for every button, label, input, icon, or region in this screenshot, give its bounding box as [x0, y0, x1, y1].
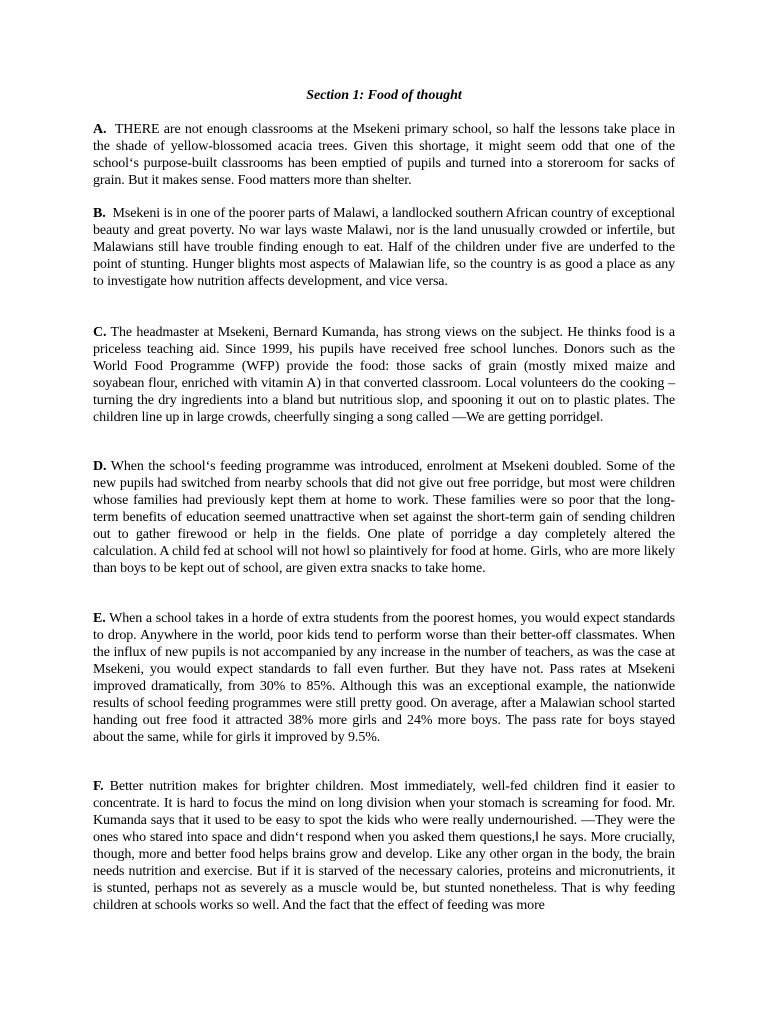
section-title: Section 1: Food of thought [306, 88, 462, 103]
paragraph-d-text: When the school‘s feeding programme was introduced, enrolment at Msekeni doubled. Some of the new pupils had switched from nearby schools that did not give out free porridge, but most were children whose families had previously kept them at home to work. These families were so poor that the long-term benefits of education seemed unattractive when set against the short-term gain of sending children out to gather firewood or help in the fields. One plate of porridge a day completely altered the calculation. A child fed at school will not howl so plaintively for food at home. Girls, who are more likely than boys to be kept out of school, are given extra snacks to take home. [93, 459, 675, 576]
paragraph-e-letter: E. [93, 611, 106, 626]
paragraph-f [93, 778, 675, 914]
paragraph-f-letter: F. [93, 779, 104, 794]
paragraph-d [93, 458, 675, 577]
paragraph-a-text: THERE are not enough classrooms at the Msekeni primary school, so half the lessons take place in the shade of yellow-blossomed acacia trees. Given this shortage, it might seem odd that one of the school‘s purpose-built classrooms has been emptied of pupils and turned into a storeroom for sacks of grain. But it makes sense. Food matters more than shelter. [93, 122, 675, 188]
paragraph-c [93, 324, 675, 426]
paragraph-a [93, 121, 675, 189]
paragraph-b [93, 205, 675, 290]
paragraph-c-letter: C. [93, 325, 107, 340]
paragraph-a-letter: A. [93, 122, 107, 137]
paragraph-e-text: When a school takes in a horde of extra students from the poorest homes, you would expect standards to drop. Anywhere in the world, poor kids tend to perform worse than their better-off classmates. When the influx of new pupils is not accompanied by any increase in the number of teachers, as was the case at Msekeni, you would expect standards to fall even further. But they have not. Pass rates at Msekeni improved dramatically, from 30% to 85%. Although this was an exceptional example, the nationwide results of school feeding programmes were still pretty good. On average, after a Malawian school started handing out free food it attracted 38% more girls and 24% more boys. The pass rate for boys stayed about the same, while for girls it improved by 9.5%. [93, 611, 676, 745]
paragraph-b-text: Msekeni is in one of the poorer parts of Malawi, a landlocked southern African country of exceptional beauty and great poverty. No war lays waste Malawi, nor is the land unusually crowded or infertile, but Malawians still have trouble finding enough to eat. Half of the children under five are underfed to the point of stunting. Hunger blights most aspects of Malawian life, so the country is as good a place as any to investigate how nutrition affects development, and vice versa. [93, 206, 675, 289]
paragraph-c-text: The headmaster at Msekeni, Bernard Kumanda, has strong views on the subject. He thinks food is a priceless teaching aid. Since 1999, his pupils have received free school lunches. Donors such as the World Food Programme (WFP) provide the food: those sacks of grain (mostly mixed maize and soyabean flour, enriched with vitamin A) in that converted classroom. Local volunteers do the cooking – turning the dry ingredients into a bland but nutritious slop, and spooning it out on to plastic plates. The children line up in large crowds, cheerfully singing a song called ―We are getting porridge‖. [93, 325, 675, 425]
paragraph-e [93, 610, 675, 746]
paragraph-d-letter: D. [93, 459, 107, 474]
paragraph-b-letter: B. [93, 206, 106, 221]
paragraph-f-text: Better nutrition makes for brighter children. Most immediately, well-fed children find it easier to concentrate. It is hard to focus the mind on long division when your stomach is screaming for food. Mr. Kumanda says that it used to be easy to spot the kids who were really undernourished. ―They were the ones who stared into space and didn‘t respond when you asked them questions,‖ he says. More crucially, though, more and better food helps brains grow and develop. Like any other organ in the body, the brain needs nutrition and exercise. But if it is starved of the necessary calories, proteins and micronutrients, it is stunted, perhaps not as severely as a muscle would be, but stunted nonetheless. That is why feeding children at schools works so well. And the fact that the effect of feeding was more [93, 779, 675, 913]
